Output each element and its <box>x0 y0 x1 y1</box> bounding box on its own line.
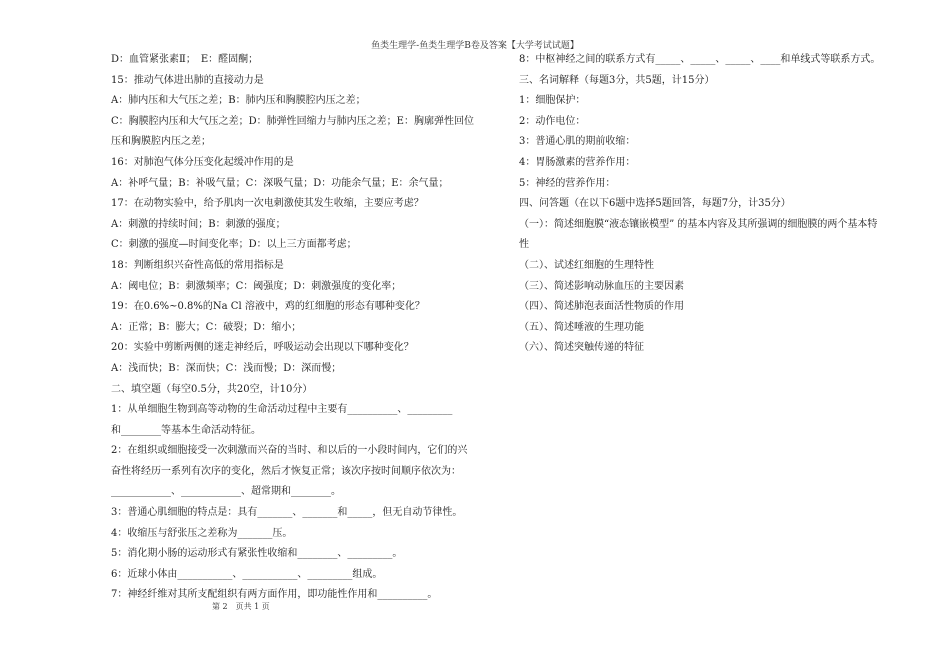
left-column <box>111 50 483 606</box>
text-line: 3：普通心肌细胞的特点是：具有_______、_______和_____，但无自动节律性。 <box>111 507 463 519</box>
text-line: 16：对肺泡气体分压变化起缓冲作用的是 <box>111 156 294 168</box>
text-line: A：浅而快；B：深而快；C：浅而慢；D：深而慢； <box>111 362 342 374</box>
page-footer: 第 2 页共 1 页 <box>212 602 270 611</box>
text-line: 8：中枢神经之间的联系方式有_____、_____、_____、____和单线式等联系方式。 <box>519 54 881 65</box>
right-column <box>519 50 895 359</box>
text-line: C：胸膜腔内压和大气压之差；D：肺弹性回缩力与肺内压之差；E：胸廓弹性回位 <box>111 115 474 127</box>
text-line: 1：细胞保护： <box>519 95 586 107</box>
text-line: 7：神经纤维对其所支配组织有两方面作用，即功能性作用和__________。 <box>111 589 438 601</box>
text-line: 四、问答题（在以下6题中选择5题回答，每题7分，计35分） <box>519 198 791 210</box>
text-line: 18：判断组织兴奋性高低的常用指标是 <box>111 259 284 271</box>
text-line: 17：在动物实验中，给予肌肉一次电刺激使其发生收缩，主要应考虑？ <box>111 198 424 210</box>
text-line: A：正常；B：膨大；C：破裂；D：缩小； <box>111 321 302 333</box>
text-line: 4：胃肠激素的营养作用： <box>519 156 636 168</box>
text-line: 6：近球小体由___________、___________、_________组成。 <box>111 568 383 580</box>
text-line: A：肺内压和大气压之差；B：肺内压和胸膜腔内压之差； <box>111 95 366 107</box>
text-line: （一）：简述细胞膜“液态镶嵌模型” 的基本内容及其所强调的细胞膜的两个基本特 <box>519 218 878 230</box>
text-line: D：血管紧张素Ⅱ； E：醛固酮； <box>111 54 259 65</box>
text-line: （六）、简述突触传递的特征 <box>519 342 644 354</box>
text-line: 20：实验中剪断两侧的迷走神经后，呼吸运动会出现以下哪种变化？ <box>111 342 414 354</box>
text-line: （三）、简述影响动脉血压的主要因素 <box>519 280 684 292</box>
text-line: ____________、____________、超常期和________。 <box>111 486 341 498</box>
text-line: 二、填空题（每空0.5分，共20空，计10分） <box>111 383 313 395</box>
text-line: 5：消化期小肠的运动形式有紧张性收缩和________、_________。 <box>111 548 403 560</box>
page-header: 鱼类生理学-鱼类生理学B卷及答案【大学考试试题】 <box>371 41 579 51</box>
text-line: 三、名词解释（每题3分，共5题，计15分） <box>519 74 715 86</box>
text-line: 2：在组织或细胞接受一次刺激而兴奋的当时、和以后的一小段时间内，它们的兴 <box>111 445 468 457</box>
text-line: 和________等基本生命活动特征。 <box>111 424 261 436</box>
text-line: 性 <box>519 239 529 251</box>
text-line: （二）、试述红细胞的生理特性 <box>519 259 654 271</box>
text-line: 5：神经的营养作用： <box>519 177 616 189</box>
text-line: 奋性将经历一系列有次序的变化，然后才恢复正常；该次序按时间顺序依次为： <box>111 465 461 477</box>
text-line: A：刺激的持续时间；B：刺激的强度； <box>111 218 286 230</box>
text-line: 15：推动气体进出肺的直接动力是 <box>111 74 264 86</box>
text-line: C：刺激的强度—时间变化率；D：以上三方面都考虑； <box>111 239 357 251</box>
text-line: A：补呼气量；B：补吸气量；C：深吸气量；D：功能余气量；E：余气量； <box>111 177 449 189</box>
text-line: 4：收缩压与舒张压之差称为_______压。 <box>111 527 293 539</box>
text-line: 1：从单细胞生物到高等动物的生命活动过程中主要有__________、_________ <box>111 404 453 416</box>
text-line: （四）、简述肺泡表面活性物质的作用 <box>519 301 684 313</box>
text-line: 3：普通心肌的期前收缩： <box>519 136 636 148</box>
text-line: （五）、简述唾液的生理功能 <box>519 321 644 333</box>
text-line: 压和胸膜腔内压之差； <box>111 136 211 148</box>
text-line: A：阈电位；B：刺激频率；C：阈强度；D：刺激强度的变化率； <box>111 280 402 292</box>
text-line: 2：动作电位： <box>519 115 586 127</box>
text-line: 19：在0.6%~0.8%的Na Cl 溶液中，鸡的红细胞的形态有哪种变化？ <box>111 301 425 313</box>
